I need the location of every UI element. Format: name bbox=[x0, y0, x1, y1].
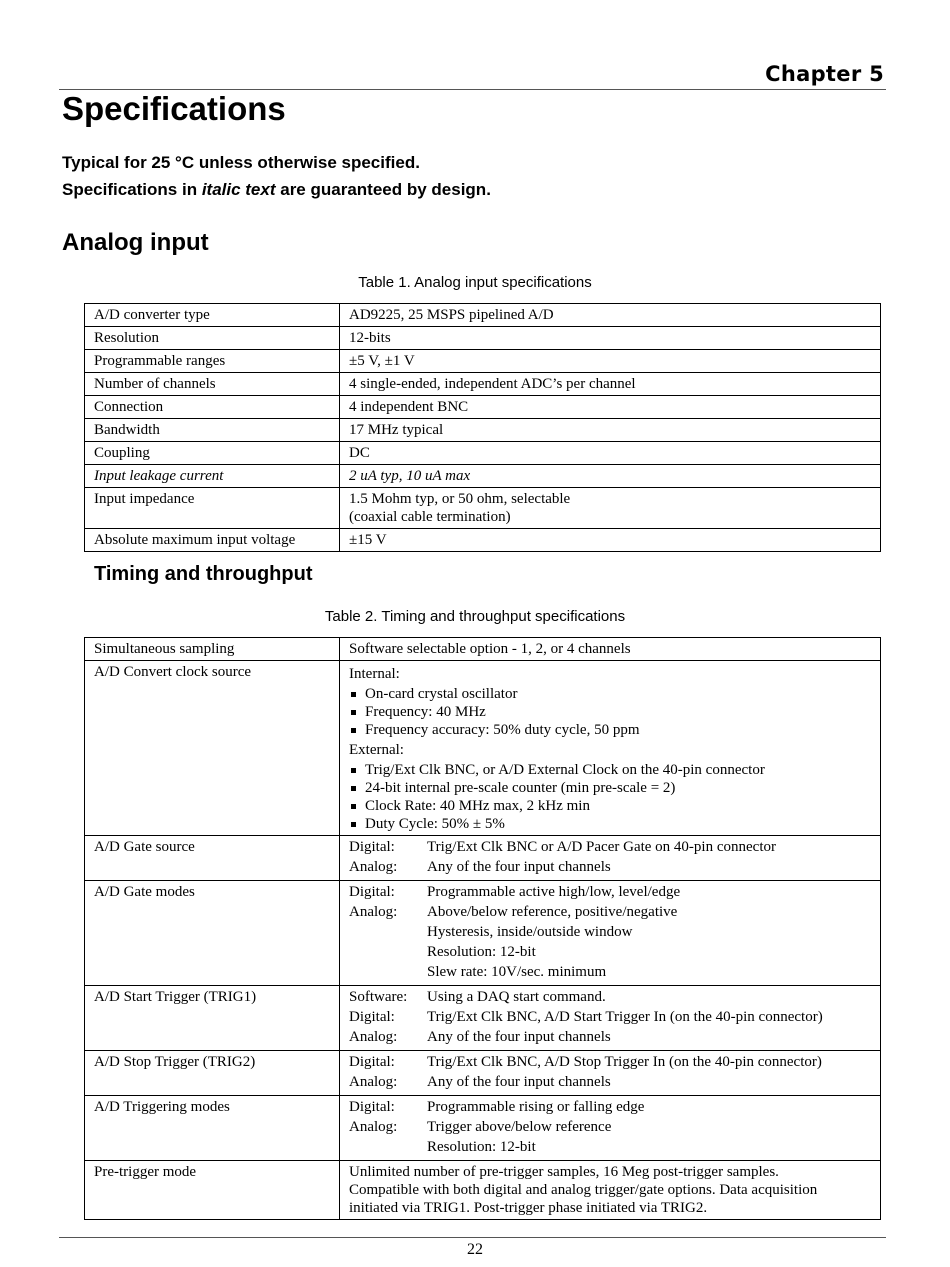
kv-key: Digital: bbox=[349, 1054, 395, 1070]
spec-value-line: 1.5 Mohm typ, or 50 ohm, selectable bbox=[349, 491, 571, 507]
kv-value: Slew rate: 10V/sec. minimum bbox=[427, 964, 607, 980]
table-row bbox=[85, 638, 881, 661]
typical-note: Typical for 25 °C unless otherwise specified. bbox=[62, 153, 420, 172]
spec-label: Coupling bbox=[85, 442, 340, 465]
spec-value: 4 single-ended, independent ADC’s per channel bbox=[340, 373, 881, 396]
kv-value: Any of the four input channels bbox=[427, 859, 611, 875]
kv-value: Trig/Ext Clk BNC or A/D Pacer Gate on 40-pin connector bbox=[427, 839, 776, 855]
kv-value: Above/below reference, positive/negative bbox=[427, 904, 678, 920]
table-row bbox=[85, 304, 881, 327]
analog-input-table bbox=[84, 303, 881, 552]
list-item: On-card crystal oscillator bbox=[349, 685, 871, 703]
kv-value: Any of the four input channels bbox=[427, 1074, 611, 1090]
kv-key bbox=[349, 963, 427, 981]
footer-rule bbox=[59, 1237, 886, 1238]
timing-table bbox=[84, 637, 881, 1220]
kv-key bbox=[349, 923, 427, 941]
spec-value bbox=[340, 1161, 881, 1220]
internal-label: Internal: bbox=[349, 666, 400, 682]
kv-key: Digital: bbox=[349, 839, 395, 855]
spec-label: A/D Gate source bbox=[85, 836, 340, 881]
italic-note bbox=[62, 180, 491, 200]
spec-value-line: Unlimited number of pre-trigger samples, 16 Meg post-trigger samples. bbox=[349, 1164, 779, 1180]
kv-value: Resolution: 12-bit bbox=[427, 1139, 536, 1155]
table-row bbox=[85, 1096, 881, 1161]
table-row bbox=[85, 881, 881, 986]
spec-value: AD9225, 25 MSPS pipelined A/D bbox=[340, 304, 881, 327]
spec-value bbox=[340, 986, 881, 1051]
kv-key: Analog: bbox=[349, 1029, 398, 1045]
table-row bbox=[85, 442, 881, 465]
kv-key: Analog: bbox=[349, 859, 398, 875]
table-row bbox=[85, 986, 881, 1051]
kv-key: Analog: bbox=[349, 904, 398, 920]
kv-line bbox=[349, 838, 871, 856]
spec-value: ±5 V, ±1 V bbox=[340, 350, 881, 373]
kv-line bbox=[349, 1098, 871, 1116]
kv-line bbox=[349, 1008, 871, 1026]
italic-note-em: italic text bbox=[201, 180, 276, 199]
kv-line bbox=[349, 1138, 871, 1156]
kv-key: Software: bbox=[349, 989, 408, 1005]
kv-key: Analog: bbox=[349, 1119, 398, 1135]
spec-label: A/D Gate modes bbox=[85, 881, 340, 986]
spec-value bbox=[340, 881, 881, 986]
list-item: 24-bit internal pre-scale counter (min pre-scale = 2) bbox=[349, 779, 871, 797]
kv-value: Resolution: 12-bit bbox=[427, 944, 536, 960]
table-row bbox=[85, 396, 881, 419]
table-row bbox=[85, 327, 881, 350]
table-row bbox=[85, 350, 881, 373]
spec-value: DC bbox=[340, 442, 881, 465]
table-row bbox=[85, 465, 881, 488]
kv-line bbox=[349, 1028, 871, 1046]
spec-value bbox=[340, 488, 881, 529]
spec-label: Absolute maximum input voltage bbox=[85, 529, 340, 552]
spec-value: 17 MHz typical bbox=[340, 419, 881, 442]
spec-label: Pre-trigger mode bbox=[85, 1161, 340, 1220]
list-item: Frequency: 40 MHz bbox=[349, 703, 871, 721]
table-row bbox=[85, 529, 881, 552]
kv-key: Digital: bbox=[349, 884, 395, 900]
table-row bbox=[85, 488, 881, 529]
kv-value: Programmable rising or falling edge bbox=[427, 1099, 645, 1115]
spec-value: 4 independent BNC bbox=[340, 396, 881, 419]
kv-line bbox=[349, 1118, 871, 1136]
spec-label: Bandwidth bbox=[85, 419, 340, 442]
page-number: 22 bbox=[467, 1241, 483, 1258]
spec-value bbox=[340, 1051, 881, 1096]
table2-caption: Table 2. Timing and throughput specifications bbox=[324, 608, 626, 625]
spec-label: Input leakage current bbox=[85, 465, 340, 488]
list-item: Clock Rate: 40 MHz max, 2 kHz min bbox=[349, 797, 871, 815]
italic-note-prefix: Specifications in bbox=[62, 180, 202, 199]
spec-value bbox=[340, 661, 881, 836]
timing-heading: Timing and throughput bbox=[94, 563, 313, 585]
kv-key bbox=[349, 1138, 427, 1156]
spec-label: Simultaneous sampling bbox=[85, 638, 340, 661]
spec-value bbox=[340, 836, 881, 881]
spec-value-line: (coaxial cable termination) bbox=[349, 509, 511, 525]
kv-key: Analog: bbox=[349, 1074, 398, 1090]
external-list bbox=[349, 761, 871, 833]
kv-line bbox=[349, 923, 871, 941]
spec-label: Connection bbox=[85, 396, 340, 419]
table1-caption: Table 1. Analog input specifications bbox=[358, 274, 592, 291]
kv-key: Digital: bbox=[349, 1099, 395, 1115]
analog-input-heading: Analog input bbox=[62, 229, 209, 256]
page-title: Specifications bbox=[62, 90, 286, 127]
kv-line bbox=[349, 903, 871, 921]
table-row bbox=[85, 419, 881, 442]
spec-value: 12-bits bbox=[340, 327, 881, 350]
list-item: Duty Cycle: 50% ± 5% bbox=[349, 815, 871, 833]
kv-value: Programmable active high/low, level/edge bbox=[427, 884, 681, 900]
kv-line bbox=[349, 1073, 871, 1091]
kv-value: Hysteresis, inside/outside window bbox=[427, 924, 633, 940]
kv-value: Trigger above/below reference bbox=[427, 1119, 612, 1135]
table-row bbox=[85, 1161, 881, 1220]
table-row bbox=[85, 1051, 881, 1096]
kv-line bbox=[349, 943, 871, 961]
table-row bbox=[85, 373, 881, 396]
kv-line bbox=[349, 963, 871, 981]
spec-label: A/D Stop Trigger (TRIG2) bbox=[85, 1051, 340, 1096]
kv-line bbox=[349, 1053, 871, 1071]
spec-value: 2 uA typ, 10 uA max bbox=[340, 465, 881, 488]
spec-value-line: Compatible with both digital and analog trigger/gate options. Data acquisition bbox=[349, 1182, 818, 1198]
spec-label: Input impedance bbox=[85, 488, 340, 529]
kv-value: Trig/Ext Clk BNC, A/D Start Trigger In (on the 40-pin connector) bbox=[427, 1009, 823, 1025]
internal-list bbox=[349, 685, 871, 739]
spec-label: Number of channels bbox=[85, 373, 340, 396]
spec-label: Resolution bbox=[85, 327, 340, 350]
spec-value: ±15 V bbox=[340, 529, 881, 552]
kv-key: Digital: bbox=[349, 1009, 395, 1025]
kv-value: Trig/Ext Clk BNC, A/D Stop Trigger In (on the 40-pin connector) bbox=[427, 1054, 822, 1070]
kv-key bbox=[349, 943, 427, 961]
spec-label: A/D converter type bbox=[85, 304, 340, 327]
kv-value: Any of the four input channels bbox=[427, 1029, 611, 1045]
spec-label: A/D Triggering modes bbox=[85, 1096, 340, 1161]
spec-label: A/D Start Trigger (TRIG1) bbox=[85, 986, 340, 1051]
spec-value-line: initiated via TRIG1. Post-trigger phase initiated via TRIG2. bbox=[349, 1200, 708, 1216]
table-row bbox=[85, 836, 881, 881]
list-item: Frequency accuracy: 50% duty cycle, 50 ppm bbox=[349, 721, 871, 739]
kv-value: Using a DAQ start command. bbox=[427, 989, 606, 1005]
kv-line bbox=[349, 858, 871, 876]
spec-label: Programmable ranges bbox=[85, 350, 340, 373]
italic-note-suffix: are guaranteed by design. bbox=[275, 180, 491, 199]
spec-label: A/D Convert clock source bbox=[85, 661, 340, 836]
kv-line bbox=[349, 988, 871, 1006]
external-label: External: bbox=[349, 742, 404, 758]
table-row bbox=[85, 661, 881, 836]
list-item: Trig/Ext Clk BNC, or A/D External Clock on the 40-pin connector bbox=[349, 761, 871, 779]
kv-line bbox=[349, 883, 871, 901]
chapter-label: Chapter 5 bbox=[765, 62, 884, 86]
spec-value bbox=[340, 1096, 881, 1161]
spec-value: Software selectable option - 1, 2, or 4 channels bbox=[340, 638, 881, 661]
